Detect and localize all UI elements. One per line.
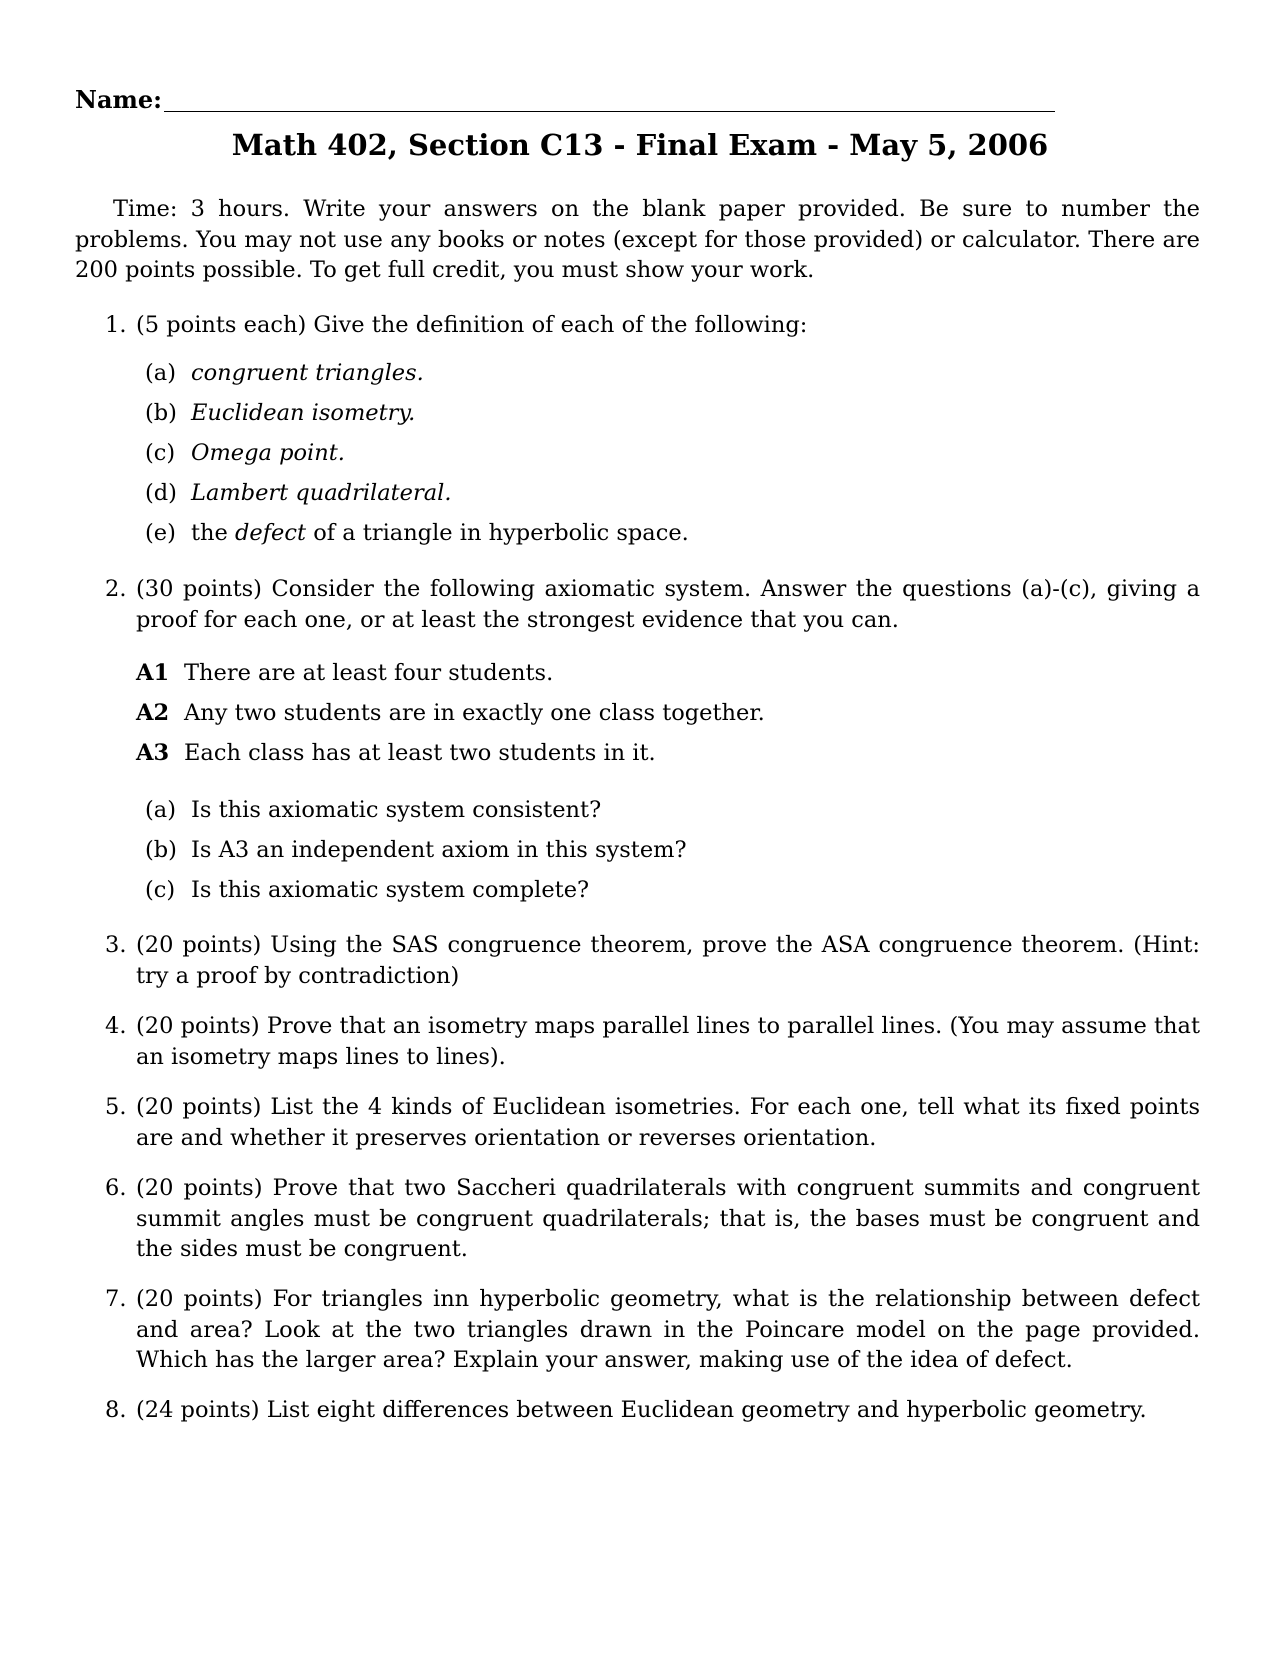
- problem-6: [105, 1173, 1200, 1265]
- part-post-text: of a triangle in hyperbolic space.: [313, 520, 689, 546]
- axiom-text: Each class has at least two students in it.: [184, 740, 656, 766]
- problem-text: (20 points) Prove that two Saccheri quadrilaterals with congruent summits and congruent summit angles must be congruent quadrilaterals; that is, the bases must be congruent and the sides must be congruent.: [136, 1175, 1200, 1262]
- part-text: Is A3 an independent axiom in this system?: [191, 837, 687, 863]
- name-field: [75, 78, 1055, 112]
- part-label: (a): [145, 360, 176, 386]
- part-term: Lambert quadrilateral.: [191, 480, 452, 506]
- name-blank-line: [164, 87, 1055, 112]
- problem-1-part-c: [145, 438, 1145, 468]
- problem-text: (5 points each) Give the definition of each of the following:: [136, 312, 808, 338]
- problem-number: 8.: [105, 1397, 127, 1423]
- axiom-a2: [136, 698, 1036, 728]
- part-term: defect: [235, 520, 307, 546]
- problem-3: [105, 930, 1200, 991]
- problem-4: [105, 1011, 1200, 1072]
- problem-text: (20 points) Prove that an isometry maps parallel lines to parallel lines. (You may assume that an isometry maps lines to lines).: [136, 1013, 1200, 1070]
- axiom-label: A2: [136, 700, 170, 726]
- problem-text: (24 points) List eight differences between Euclidean geometry and hyperbolic geometry.: [136, 1397, 1147, 1423]
- axiom-label: A3: [136, 740, 170, 766]
- problem-5: [105, 1092, 1200, 1153]
- problem-number: 5.: [105, 1094, 127, 1120]
- problem-2: [105, 574, 1200, 635]
- axiom-a3: [136, 738, 1036, 768]
- problem-number: 2.: [105, 576, 127, 602]
- problem-1-part-d: [145, 478, 1145, 508]
- axiom-text: There are at least four students.: [184, 660, 554, 686]
- problem-1-part-a: [145, 358, 1145, 388]
- part-pre-text: the: [191, 520, 228, 546]
- problem-text: (20 points) List the 4 kinds of Euclidean isometries. For each one, tell what its fixed points are and whether it preserves orientation or reverses orientation.: [136, 1094, 1200, 1151]
- axiom-label: A1: [136, 660, 170, 686]
- name-label: Name:: [75, 85, 163, 114]
- axiom-a1: [136, 658, 1036, 688]
- problem-8: [105, 1395, 1200, 1426]
- problem-number: 7.: [105, 1286, 127, 1312]
- exam-title: Math 402, Section C13 - Final Exam - May 5, 2006: [231, 128, 1049, 162]
- part-label: (a): [145, 797, 176, 823]
- problem-number: 1.: [105, 312, 127, 338]
- exam-instructions: Time: 3 hours. Write your answers on the blank paper provided. Be sure to number the problems. You may not use any books or notes (except for those provided) or calculator. There are 200 points possible. To get full credit, you must show your work.: [75, 196, 1200, 283]
- part-text: Is this axiomatic system complete?: [191, 877, 590, 903]
- problem-text: (20 points) Using the SAS congruence theorem, prove the ASA congruence theorem. (Hint: try a proof by contradiction): [136, 932, 1200, 989]
- part-label: (c): [145, 877, 176, 903]
- problem-7: [105, 1284, 1200, 1376]
- part-label: (d): [145, 480, 177, 506]
- problem-text: (30 points) Consider the following axiomatic system. Answer the questions (a)-(c), giving a proof for each one, or at least the strongest evidence that you can.: [136, 576, 1200, 633]
- problem-number: 3.: [105, 932, 127, 958]
- problem-number: 4.: [105, 1013, 127, 1039]
- problem-number: 6.: [105, 1175, 127, 1201]
- part-label: (b): [145, 400, 177, 426]
- problem-2-part-a: [145, 795, 1145, 825]
- axiom-text: Any two students are in exactly one class together.: [184, 700, 765, 726]
- problem-2-part-b: [145, 835, 1145, 865]
- part-label: (b): [145, 837, 177, 863]
- part-text: Is this axiomatic system consistent?: [191, 797, 602, 823]
- part-label: (e): [145, 520, 176, 546]
- part-term: Omega point.: [191, 440, 345, 466]
- part-label: (c): [145, 440, 176, 466]
- part-term: congruent triangles.: [191, 360, 424, 386]
- problem-text: (20 points) For triangles inn hyperbolic geometry, what is the relationship between defect and area? Look at the two triangles drawn in the Poincare model on the page provided. Which has the larger area? Explain your answer, making use of the idea of defect.: [136, 1286, 1200, 1373]
- problem-2-part-c: [145, 875, 1145, 905]
- problem-1: [105, 310, 1200, 341]
- problem-1-part-e: [145, 518, 1145, 548]
- part-term: Euclidean isometry.: [191, 400, 416, 426]
- problem-1-part-b: [145, 398, 1145, 428]
